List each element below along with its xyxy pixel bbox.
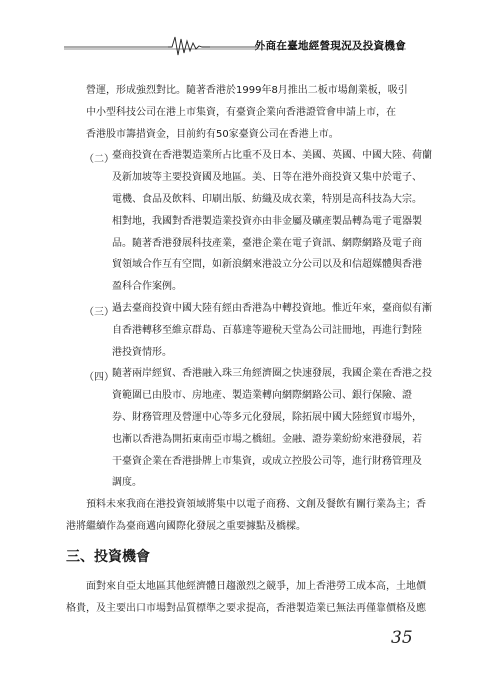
text-line: 香港股市籌措資金，目前約有50家臺資公司在香港上市。 xyxy=(86,128,339,140)
text-line: 港將繼續作為臺商邁向國際化發展之重要據點及橋樑。 xyxy=(66,521,306,532)
list-item-number: （四） xyxy=(84,372,114,384)
text-line: 面對來自亞太地區其他經濟體日趨激烈之競爭，加上香港勞工成本高，土地價 xyxy=(86,580,426,592)
text-line: 干臺資企業在香港掛牌上市集資，或成立控股公司等，進行財務管理及 xyxy=(112,455,422,467)
running-header xyxy=(0,34,480,58)
text-line: 調度。 xyxy=(112,477,142,489)
text-line: 也漸以香港為開拓東南亞市場之橋紐。金融、證券業紛紛來港發展，若 xyxy=(112,433,422,445)
text-line: 及新加坡等主要投資國及地區。美、日等在港外商投資又集中於電子、 xyxy=(112,172,422,184)
text-line: 券、財務管理及營運中心等多元化發展，除拓展中國大陸經貿市場外， xyxy=(112,412,422,423)
list-item-number: （三） xyxy=(84,307,114,318)
list-item-number: （二） xyxy=(84,154,114,166)
text-line: 自香港轉移至維京群島、百慕達等避稅天堂為公司註冊地，再進行對陸 xyxy=(112,324,422,336)
text-line: 預料未來我商在港投資領域將集中以電子商務、文創及餐飲有關行業為主；香 xyxy=(86,499,426,511)
text-line: 相對地，我國對香港製造業投資亦由非金屬及礦產製品轉為電子電器製 xyxy=(112,215,422,227)
text-line: 港投資情形。 xyxy=(112,346,172,358)
page-number: 35 xyxy=(391,628,413,648)
text-line: 格貴，及主要出口市場對品質標準之要求提高，香港製造業已無法再僅靠價格及應 xyxy=(66,602,426,614)
text-line: 品。隨著香港發展科技產業，臺港企業在電子資訊、網際網路及電子商 xyxy=(112,237,422,249)
text-line: 中小型科技公司在港上市集資，有臺資企業向香港證管會申請上市，在 xyxy=(86,106,396,118)
text-line: 盈科合作案例。 xyxy=(112,281,182,293)
header-title: 外商在臺地經營現況及投資機會 xyxy=(254,40,406,52)
section-heading: 三、投資機會 xyxy=(66,548,150,565)
text-line: 貿領域合作互有空間，如新浪網來港設立分公司以及和信超媒體與香港 xyxy=(112,259,422,271)
header-pulse-line xyxy=(0,34,480,58)
text-line: 營運，形成強烈對比。隨著香港於1999年8月推出二板市場創業板，吸引 xyxy=(86,85,408,96)
text-line: 過去臺商投資中國大陸有經由香港為中轉投資地。惟近年來，臺商似有漸 xyxy=(112,303,432,314)
text-line: 臺商投資在香港製造業所占比重不及日本、美國、英國、中國大陸、荷蘭 xyxy=(112,150,432,162)
text-line: 隨著兩岸經貿、香港融入珠三角經濟圈之快速發展，我國企業在香港之投 xyxy=(112,368,432,380)
text-line: 資範圍已由股市、房地產、製造業轉向網際網路公司、銀行保險、證 xyxy=(112,390,412,402)
text-line: 電機、食品及飲料、印刷出版、紡織及成衣業，特別是高科技為大宗。 xyxy=(112,194,422,205)
